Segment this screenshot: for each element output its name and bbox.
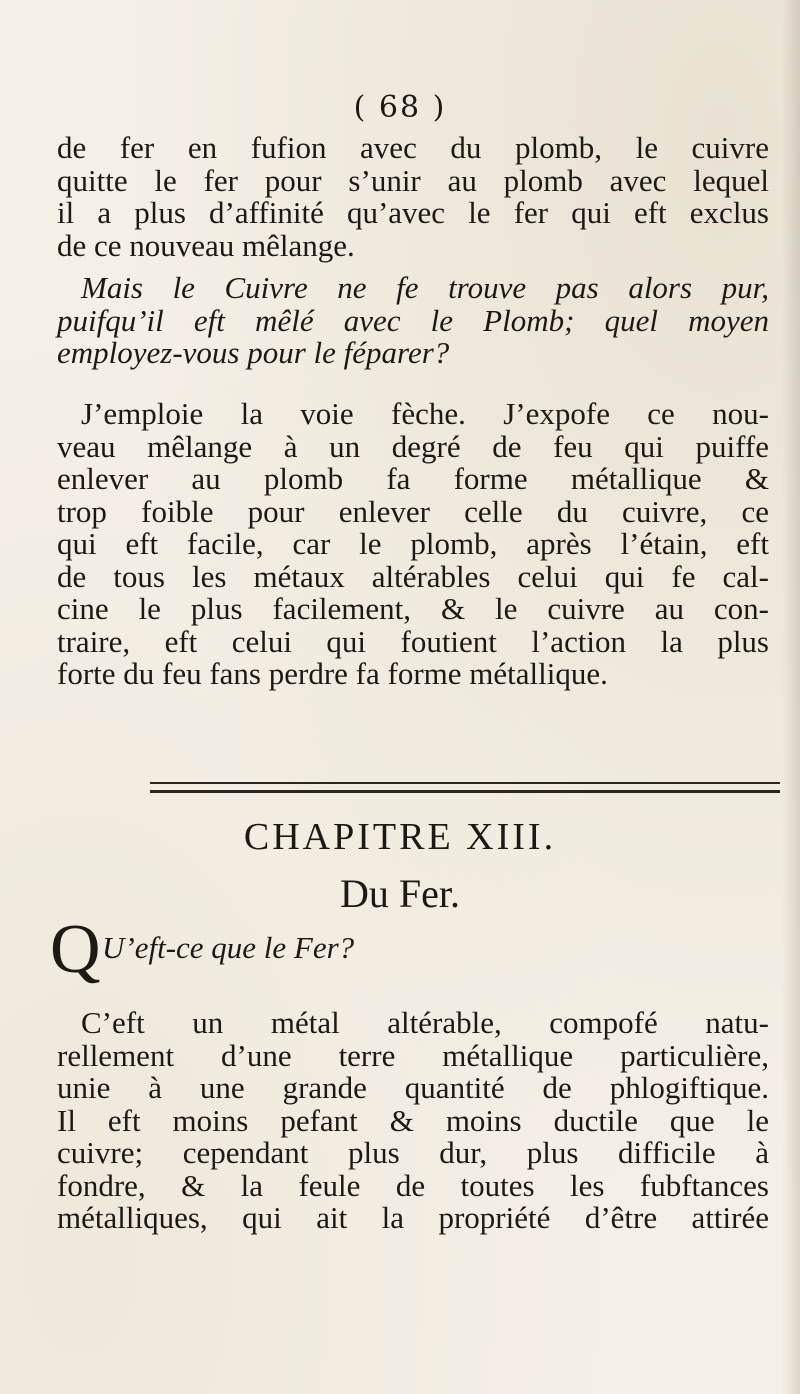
- text-line: J’emploie la voie fèche. J’expofe ce nou-: [81, 396, 769, 431]
- text-line: veau mêlange à un degré de feu qui puiffe: [57, 428, 769, 464]
- text-line: il a plus d’affinité qu’avec le fer qui eft exclus: [57, 195, 769, 230]
- chapter-title: CHAPITRE XIII.: [243, 816, 557, 858]
- question-paragraph: [57, 272, 769, 370]
- question-line: employez-vous pour le féparer?: [57, 335, 450, 370]
- text-line: qui eft facile, car le plomb, après l’étain, eft: [57, 526, 769, 561]
- text-line: cine le plus facilement, & le cuivre au con-: [57, 591, 769, 626]
- text-line: forte du feu fans perdre fa forme métallique.: [57, 656, 608, 691]
- text-line: métalliques, qui ait la propriété d’être attirée: [57, 1200, 769, 1235]
- text-line: de fer en fufion avec du plomb, le cuivre: [57, 130, 769, 165]
- question-line: Mais le Cuivre ne fe trouve pas alors pur,: [81, 270, 769, 305]
- drop-cap-letter: Q: [50, 911, 101, 988]
- text-line: Il eft moins pefant & moins ductile que le: [57, 1102, 769, 1138]
- text-line: cuivre; cependant plus dur, plus difficile à: [57, 1135, 769, 1170]
- question-line: U’eft-ce que le Fer?: [102, 930, 355, 965]
- answer-paragraph: [57, 1007, 769, 1235]
- text-line: rellement d’une terre métallique particulière,: [57, 1037, 769, 1073]
- text-line: C’eft un métal altérable, compofé natu-: [81, 1005, 769, 1040]
- page-edge-shadow: [782, 0, 800, 1394]
- section-divider-rule: [150, 782, 780, 793]
- text-line: unie à une grande quantité de phlogiftique.: [57, 1070, 769, 1105]
- text-line: fondre, & la feule de toutes les fubftances: [57, 1167, 769, 1203]
- text-line: de ce nouveau mêlange.: [57, 227, 355, 263]
- question-line: puifqu’il eft mêlé avec le Plomb; quel moyen: [57, 302, 769, 338]
- answer-paragraph: [57, 398, 769, 691]
- text-line: traire, eft celui qui foutient l’action la plus: [57, 623, 769, 659]
- text-line: trop foible pour enlever celle du cuivre, ce: [57, 493, 769, 529]
- text-line: de tous les métaux altérables celui qui fe cal-: [57, 558, 769, 594]
- page-number: ( 68 ): [353, 90, 447, 125]
- text-line: enlever au plomb fa forme métallique &: [57, 461, 769, 496]
- text-line: quitte le fer pour s’unir au plomb avec lequel: [57, 162, 769, 198]
- chapter-subtitle: Du Fer.: [340, 871, 460, 916]
- paragraph-continuation: [57, 132, 769, 262]
